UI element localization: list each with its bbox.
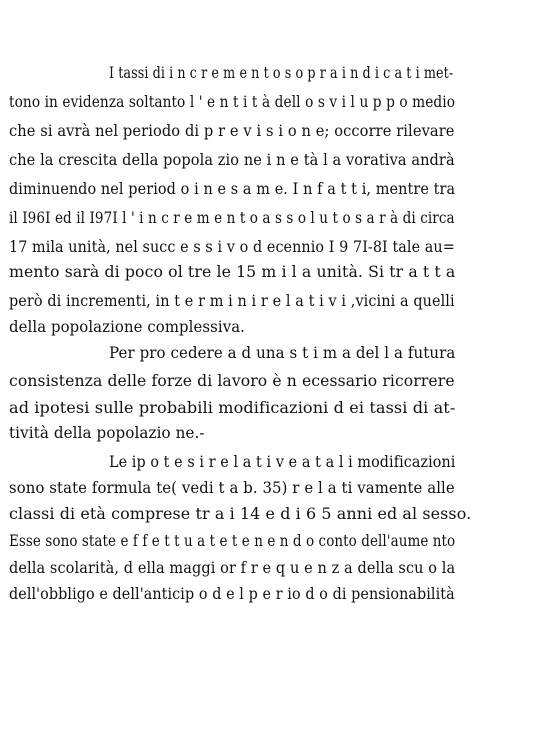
text-line-13: ad ipotesi sulle probabili modificazioni d ei tassi di at- — [9, 399, 456, 417]
text-line-16: sono state formula te( vedi t a b. 35) r e l a ti vamente alle — [9, 479, 455, 497]
text-line-20: dell'obbligo e dell'anticip o d e l p e r io d o di pensionabilità — [9, 585, 455, 603]
text-line-14: tività della popolazio ne.- — [9, 424, 205, 442]
text-line-10: della popolazione complessiva. — [9, 318, 245, 336]
text-line-6: il I96I ed il I97I l ' i n c r e m e n t o a s s o l u t o s a r à di circa — [9, 209, 455, 227]
text-line-8: mento sarà di poco ol tre le 15 m i l a unità. Si tr a t t a — [9, 263, 456, 281]
text-line-19: della scolarità, d ella maggi or f r e q u e n z a della scu o la — [9, 559, 456, 577]
text-line-1: I tassi di i n c r e m e n t o s o p r a i n d i c a t i met- — [109, 64, 454, 82]
text-line-2: tono in evidenza soltanto l ' e n t i t à dell o s v i l u p p o medio — [9, 93, 456, 111]
text-line-18: Esse sono state e f f e t t u a t e t e n e n d o conto dell'aume nto — [9, 532, 456, 550]
text-line-9: però di incrementi, in t e r m i n i r e l a t i v i ,vicini a quelli — [9, 292, 455, 310]
text-line-12: consistenza delle forze di lavoro è n ecessario ricorrere — [9, 372, 455, 390]
text-line-3: che si avrà nel periodo di p r e v i s i o n e; occorre rilevare — [9, 122, 455, 140]
text-line-4: che la crescita della popola zio ne i n e tà l a vorativa andrà — [9, 151, 455, 169]
text-line-11: Per pro cedere a d una s t i m a del l a futura — [109, 344, 456, 362]
text-line-5: diminuendo nel period o i n e s a m e. I n f a t t i, mentre tra — [9, 180, 456, 198]
text-line-17: classi di età comprese tr a i 14 e d i 6 5 anni ed al sesso. — [9, 505, 472, 523]
text-line-7: 17 mila unità, nel succ e s s i v o d ecennio I 9 7I-8I tale au= — [9, 238, 455, 256]
text-line-15: Le ip o t e s i r e l a t i v e a t a l i modificazioni — [109, 453, 456, 471]
